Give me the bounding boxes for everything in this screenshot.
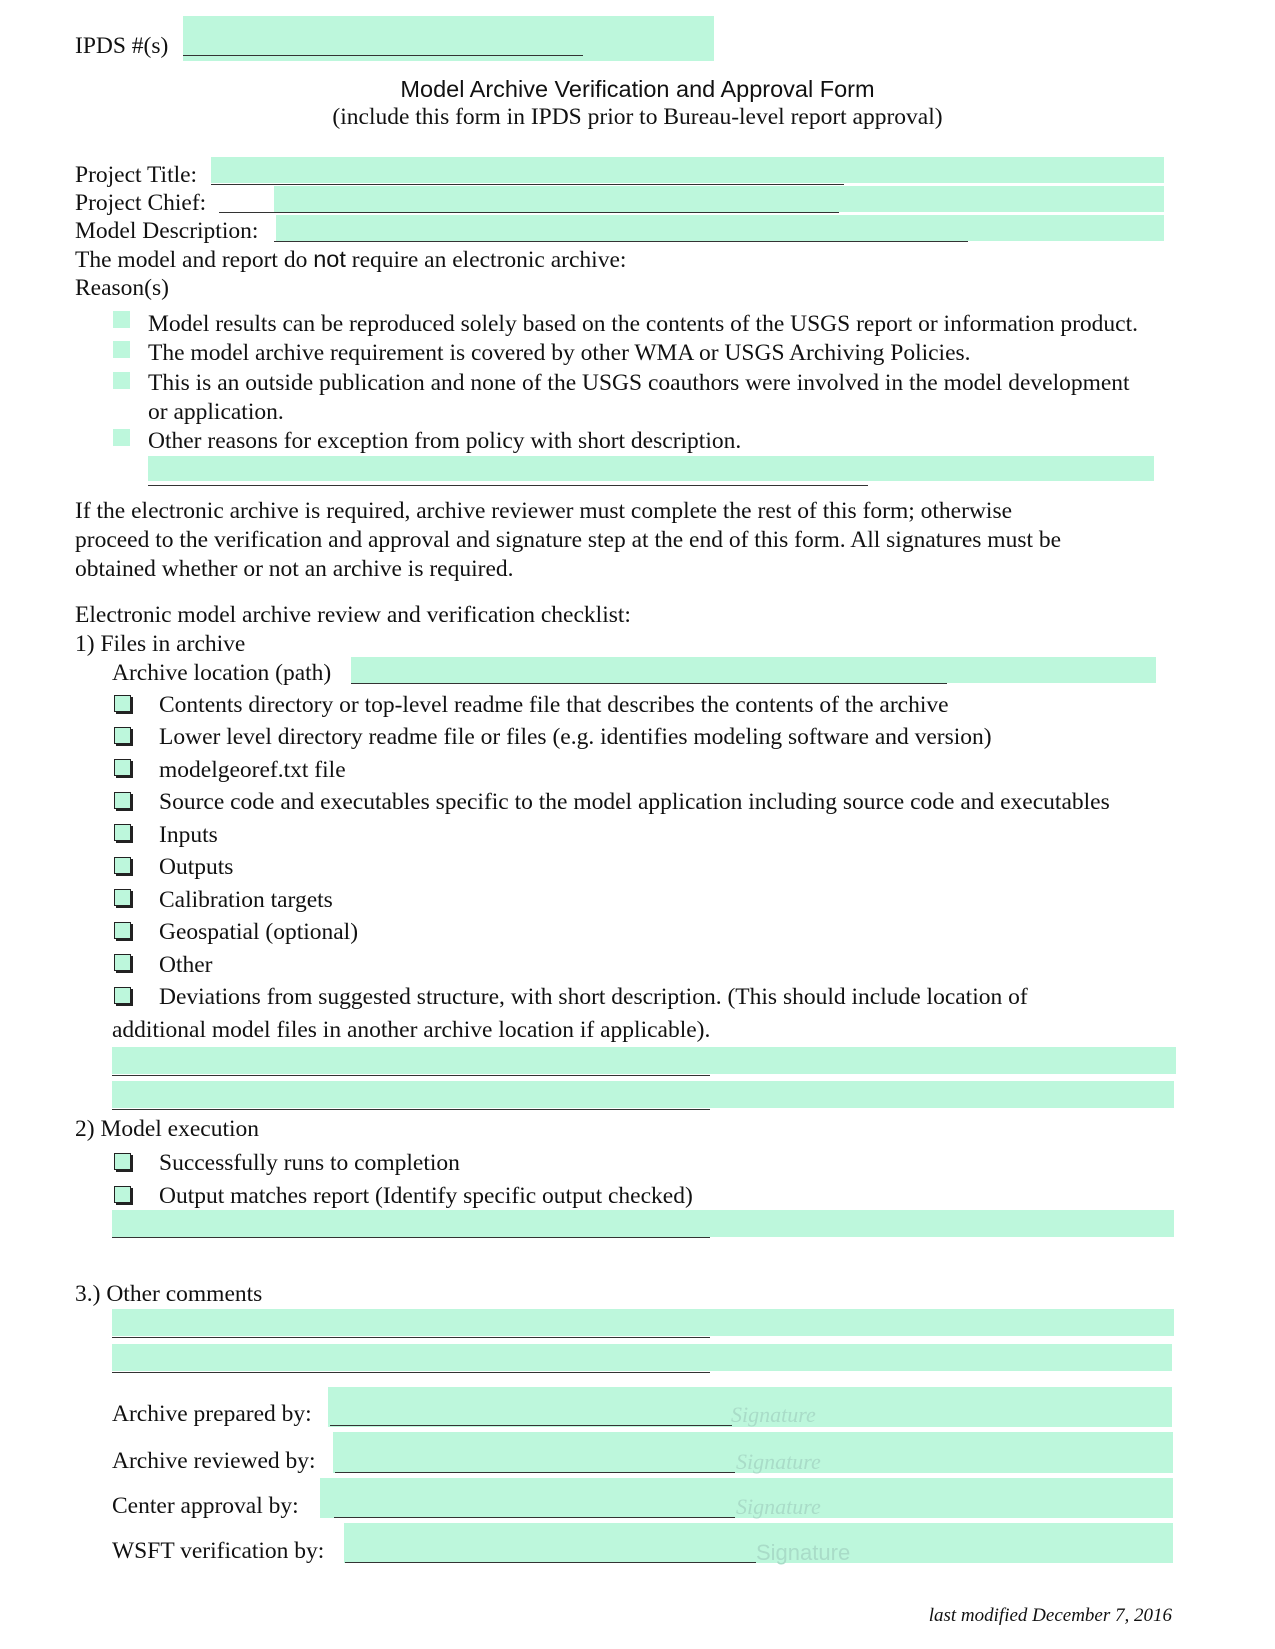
emphasis-not: not xyxy=(313,246,346,272)
instructions-line: If the electronic archive is required, archive reviewer must complete the rest of this form; otherwise xyxy=(75,498,1013,524)
file-checkbox[interactable] xyxy=(114,922,131,939)
file-item-text: Other xyxy=(159,952,213,978)
model-description-underline xyxy=(274,241,968,242)
instructions-line: proceed to the verification and approval and signature step at the end of this form. All signatures must be xyxy=(75,527,1062,553)
files-heading: 1) Files in archive xyxy=(75,631,246,657)
reason-text: Model results can be reproduced solely based on the contents of the USGS report or information product. xyxy=(148,311,1139,337)
archive-location-underline xyxy=(351,683,947,684)
ipds-underline xyxy=(183,55,583,56)
execution-item-text: Successfully runs to completion xyxy=(159,1150,460,1176)
reviewed-by-label: Archive reviewed by: xyxy=(112,1448,316,1474)
reason-checkbox[interactable] xyxy=(113,429,130,446)
project-chief-label: Project Chief: xyxy=(75,190,207,216)
file-item-text: Deviations from suggested structure, with short description. (This should include location of xyxy=(159,984,1028,1010)
file-checkbox[interactable] xyxy=(114,695,131,712)
reason-checkbox[interactable] xyxy=(113,341,130,358)
reasons-label: Reason(s) xyxy=(75,275,169,301)
reason-text: The model archive requirement is covered by other WMA or USGS Archiving Policies. xyxy=(148,340,971,366)
prepared-by-underline xyxy=(330,1425,732,1426)
wsft-verification-label: WSFT verification by: xyxy=(112,1538,325,1564)
execution-checkbox[interactable] xyxy=(114,1153,131,1170)
file-checkbox[interactable] xyxy=(114,824,131,841)
center-approval-label: Center approval by: xyxy=(112,1493,299,1519)
signature-placeholder: Signature xyxy=(756,1540,851,1565)
execution-checkbox[interactable] xyxy=(114,1186,131,1203)
other-reason-underline xyxy=(148,485,868,486)
signature-placeholder: Signature xyxy=(736,1449,821,1474)
file-item-text: Contents directory or top-level readme file that describes the contents of the archive xyxy=(159,692,949,718)
reason-text-continuation: or application. xyxy=(148,399,284,425)
comments-underline xyxy=(112,1372,710,1373)
file-item-text: Source code and executables specific to the model application including source code and executables xyxy=(159,789,1110,815)
execution-item-text: Output matches report (Identify specific output checked) xyxy=(159,1183,693,1209)
file-checkbox[interactable] xyxy=(114,727,131,744)
file-item-text: Calibration targets xyxy=(159,887,333,913)
ipds-label: IPDS #(s) xyxy=(75,33,169,59)
file-item-text: Lower level directory readme file or files (e.g. identifies modeling software and version) xyxy=(159,724,992,750)
deviations-underline xyxy=(112,1109,710,1110)
project-chief-input[interactable] xyxy=(274,186,1164,212)
prepared-by-label: Archive prepared by: xyxy=(112,1401,312,1427)
checklist-heading: Electronic model archive review and verification checklist: xyxy=(75,602,631,628)
comments-input[interactable] xyxy=(112,1309,1174,1336)
reason-checkbox[interactable] xyxy=(113,311,130,328)
form-subtitle: (include this form in IPDS prior to Bureau-level report approval) xyxy=(332,104,943,130)
exemption-statement: The model and report do not require an electronic archive: xyxy=(75,246,627,273)
project-title-label: Project Title: xyxy=(75,162,198,188)
deviations-input[interactable] xyxy=(112,1047,1176,1074)
wsft-verification-underline xyxy=(345,1562,756,1563)
file-item-text: Geospatial (optional) xyxy=(159,919,359,945)
file-item-text: modelgeoref.txt file xyxy=(159,757,346,783)
project-title-input[interactable] xyxy=(211,157,1164,183)
form-title: Model Archive Verification and Approval Form xyxy=(400,76,875,102)
last-modified-note: last modified December 7, 2016 xyxy=(928,1605,1172,1626)
reason-checkbox[interactable] xyxy=(113,372,130,389)
file-item-text: Inputs xyxy=(159,822,218,848)
model-description-input[interactable] xyxy=(276,215,1164,241)
model-description-label: Model Description: xyxy=(75,218,259,244)
comments-heading: 3.) Other comments xyxy=(75,1281,263,1307)
file-checkbox[interactable] xyxy=(114,759,131,776)
comments-input[interactable] xyxy=(112,1344,1172,1371)
archive-location-input[interactable] xyxy=(351,657,1156,683)
comments-underline xyxy=(112,1337,710,1338)
execution-heading: 2) Model execution xyxy=(75,1116,260,1142)
file-item-text: Outputs xyxy=(159,854,234,880)
output-checked-underline xyxy=(112,1237,710,1238)
file-checkbox[interactable] xyxy=(114,987,131,1004)
signature-placeholder: Signature xyxy=(731,1402,816,1427)
output-checked-input[interactable] xyxy=(112,1210,1174,1237)
deviations-input[interactable] xyxy=(112,1081,1174,1108)
reason-text: This is an outside publication and none of the USGS coauthors were involved in the model development xyxy=(148,370,1130,396)
file-checkbox[interactable] xyxy=(114,889,131,906)
instructions-line: obtained whether or not an archive is required. xyxy=(75,556,514,582)
project-title-underline xyxy=(211,184,844,185)
other-reason-input[interactable] xyxy=(148,456,1154,481)
file-checkbox[interactable] xyxy=(114,857,131,874)
reason-text: Other reasons for exception from policy with short description. xyxy=(148,428,742,454)
reviewed-by-underline xyxy=(335,1472,735,1473)
file-item-continuation: additional model files in another archive location if applicable). xyxy=(112,1017,711,1043)
file-checkbox[interactable] xyxy=(114,792,131,809)
deviations-underline xyxy=(112,1075,710,1076)
project-chief-underline xyxy=(219,212,839,213)
signature-placeholder: Signature xyxy=(736,1494,821,1519)
file-checkbox[interactable] xyxy=(114,954,131,971)
archive-location-label: Archive location (path) xyxy=(112,660,332,686)
center-approval-underline xyxy=(334,1517,735,1518)
